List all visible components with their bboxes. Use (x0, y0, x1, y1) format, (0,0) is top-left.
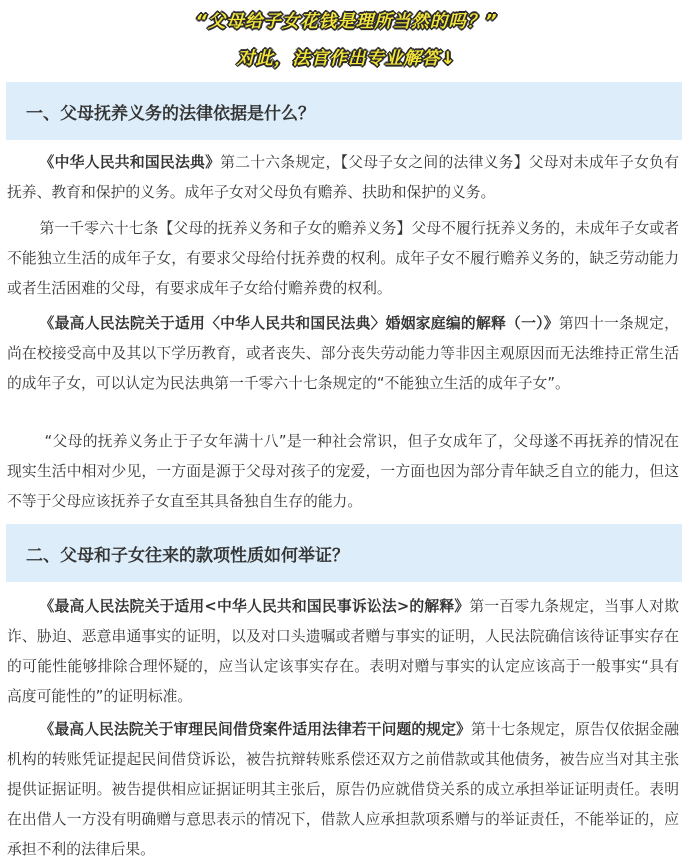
paragraph-civil-code-art26: 《中华人民共和国民法典》第二十六条规定，【父母子女之间的法律义务】父母对未成年子女负有抚养、教育和保护的义务。成年子女对父母负有赡养、扶助和保护的义务。 (7, 154, 679, 201)
law-name: 《最高人民法院关于审理民间借贷案件适用法律若干问题的规定》 (39, 721, 471, 738)
paragraph-common-sense: “父母的抚养义务止于子女年满十八”是一种社会常识，但子女成年了，父母遂不再抚养的情况在现实生活中相对少见，一方面是源于父母对孩子的宠爱，一方面也因为部分青年缺乏自立的能力，但这不等于父母应该抚养子女直至其具备独自生存的能力。 (7, 433, 679, 510)
section-heading-2: 二、父母和子女往来的款项性质如何举证？ (6, 524, 682, 582)
paragraph-civil-code-art1067: 第一千零六十七条【父母的抚养义务和子女的赡养义务】父母不履行抚养义务的，未成年子女或者不能独立生活的成年子女，有要求父母给付抚养费的权利。成年子女不履行赡养义务的，缺乏劳动能力或者生活困难的父母，有要求成年子女给付赡养费的权利。 (7, 220, 679, 297)
law-name: 《中华人民共和国民法典》 (39, 154, 221, 171)
paragraph-private-lending-art17: 《最高人民法院关于审理民间借贷案件适用法律若干问题的规定》第十七条规定，原告仅依据金融机构的转账凭证提起民间借贷诉讼，被告抗辩转账系偿还双方之前借款或其他债务，被告应当对其主张提供证据证明。被告提供相应证据证明其主张后，原告仍应就借贷关系的成立承担举证证明责任。表明在出借人一方没有明确赠与意思表示的情况下，借款人应承担款项系赠与的举证责任，不能举证的，应承担不利的法律后果。 (7, 721, 679, 858)
law-name: 《最高人民法院关于适用<中华人民共和国民事诉讼法>的解释》 (39, 598, 470, 615)
law-name: 《最高人民法院关于适用〈中华人民共和国民法典〉婚姻家庭编的解释（一）》 (39, 315, 559, 332)
section-heading-1: 一、父母抚养义务的法律依据是什么？ (6, 82, 682, 140)
title-line-2: 对此，法官作出专业解答↓ (236, 49, 457, 69)
paragraph-judicial-interpretation-art41: 《最高人民法院关于适用〈中华人民共和国民法典〉婚姻家庭编的解释（一）》第四十一条规定，尚在校接受高中及其以下学历教育，或者丧失、部分丧失劳动能力等非因主观原因而无法维持正常生活的成年子女，可以认定为民法典第一千零六十七条规定的“不能独立生活的成年子女”。 (7, 315, 679, 392)
paragraph-civil-procedure-art109: 《最高人民法院关于适用<中华人民共和国民事诉讼法>的解释》第一百零九条规定，当事人对欺诈、胁迫、恶意串通事实的证明，以及对口头遗嘱或者赠与事实的证明，人民法院确信该待证事实存在的可能性能够排除合理怀疑的，应当认定该事实存在。表明对赠与事实的认定应该高于一般事实“具有高度可能性的”的证明标准。 (7, 598, 679, 705)
title-line-1: “父母给子女花钱是理所当然的吗？” (195, 12, 498, 32)
